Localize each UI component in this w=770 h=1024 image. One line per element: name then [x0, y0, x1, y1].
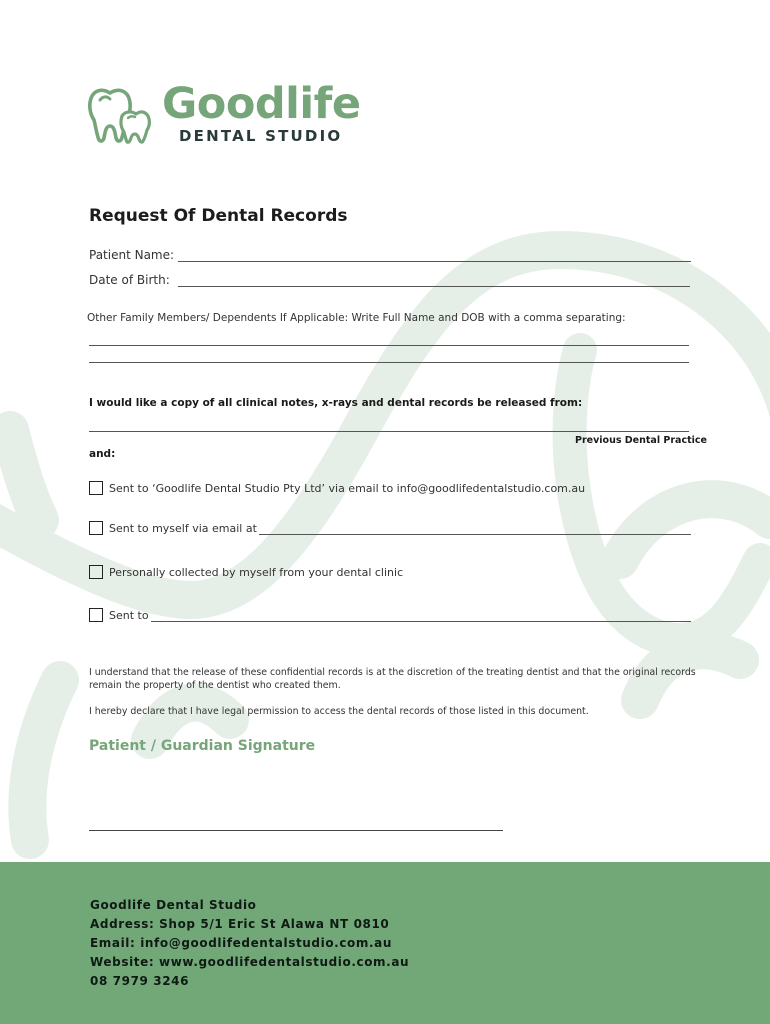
- logo-wordmark: Goodlife: [162, 79, 361, 129]
- form-title: Request Of Dental Records: [89, 206, 348, 226]
- footer-address: Address: Shop 5/1 Eric St Alawa NT 0810: [90, 917, 390, 931]
- checkbox[interactable]: [89, 565, 103, 579]
- understand-paragraph: I understand that the release of these confidential records is at the discretion of the treating dentist and that the original records remain the property of the dentist who created them.: [89, 667, 696, 691]
- option-label: Sent to myself via email at: [109, 522, 257, 535]
- option-sent-to[interactable]: [89, 608, 691, 622]
- date-of-birth-field[interactable]: [89, 273, 690, 287]
- option-send-to-goodlife[interactable]: [89, 481, 691, 495]
- option-personally-collected[interactable]: [89, 565, 691, 579]
- previous-practice-label: Previous Dental Practice: [575, 435, 707, 446]
- option-label: Sent to ‘Goodlife Dental Studio Pty Ltd’ via email to info@goodlifedentalstudio.com.au: [109, 482, 586, 495]
- footer-business-name: Goodlife Dental Studio: [90, 898, 257, 912]
- release-from-label: I would like a copy of all clinical notes, x-rays and dental records be released from:: [89, 397, 583, 409]
- date-of-birth-label: Date of Birth:: [89, 273, 170, 287]
- patient-name-field[interactable]: [89, 248, 691, 262]
- logo-subtitle: DENTAL STUDIO: [179, 127, 343, 145]
- tooth-logo-icon: [84, 86, 152, 144]
- option-label: Personally collected by myself from your dental clinic: [109, 566, 404, 579]
- footer-website[interactable]: Website: www.goodlifedentalstudio.com.au: [90, 955, 410, 969]
- declare-paragraph: I hereby declare that I have legal permission to access the dental records of those listed in this document.: [89, 706, 589, 717]
- family-members-line-2[interactable]: [89, 362, 689, 363]
- checkbox[interactable]: [89, 521, 103, 535]
- patient-name-input-line[interactable]: [178, 249, 691, 262]
- option-label: Sent to: [109, 609, 149, 622]
- previous-practice-line[interactable]: [89, 431, 689, 432]
- sent-to-input-line[interactable]: [151, 611, 691, 622]
- footer-email[interactable]: Email: info@goodlifedentalstudio.com.au: [90, 936, 392, 950]
- signature-line[interactable]: [89, 830, 503, 831]
- patient-name-label: Patient Name:: [89, 248, 175, 262]
- family-members-label: Other Family Members/ Dependents If Applicable: Write Full Name and DOB with a comma separating:: [87, 312, 626, 324]
- email-input-line[interactable]: [259, 524, 691, 535]
- goodlife-logo: [84, 79, 361, 146]
- footer-phone[interactable]: 08 7979 3246: [90, 974, 190, 988]
- footer: [0, 862, 770, 1024]
- date-of-birth-input-line[interactable]: [178, 274, 690, 287]
- family-members-line-1[interactable]: [89, 345, 689, 346]
- option-send-to-myself[interactable]: [89, 521, 691, 535]
- and-label: and:: [89, 448, 116, 460]
- checkbox[interactable]: [89, 608, 103, 622]
- checkbox[interactable]: [89, 481, 103, 495]
- signature-title: Patient / Guardian Signature: [89, 738, 316, 754]
